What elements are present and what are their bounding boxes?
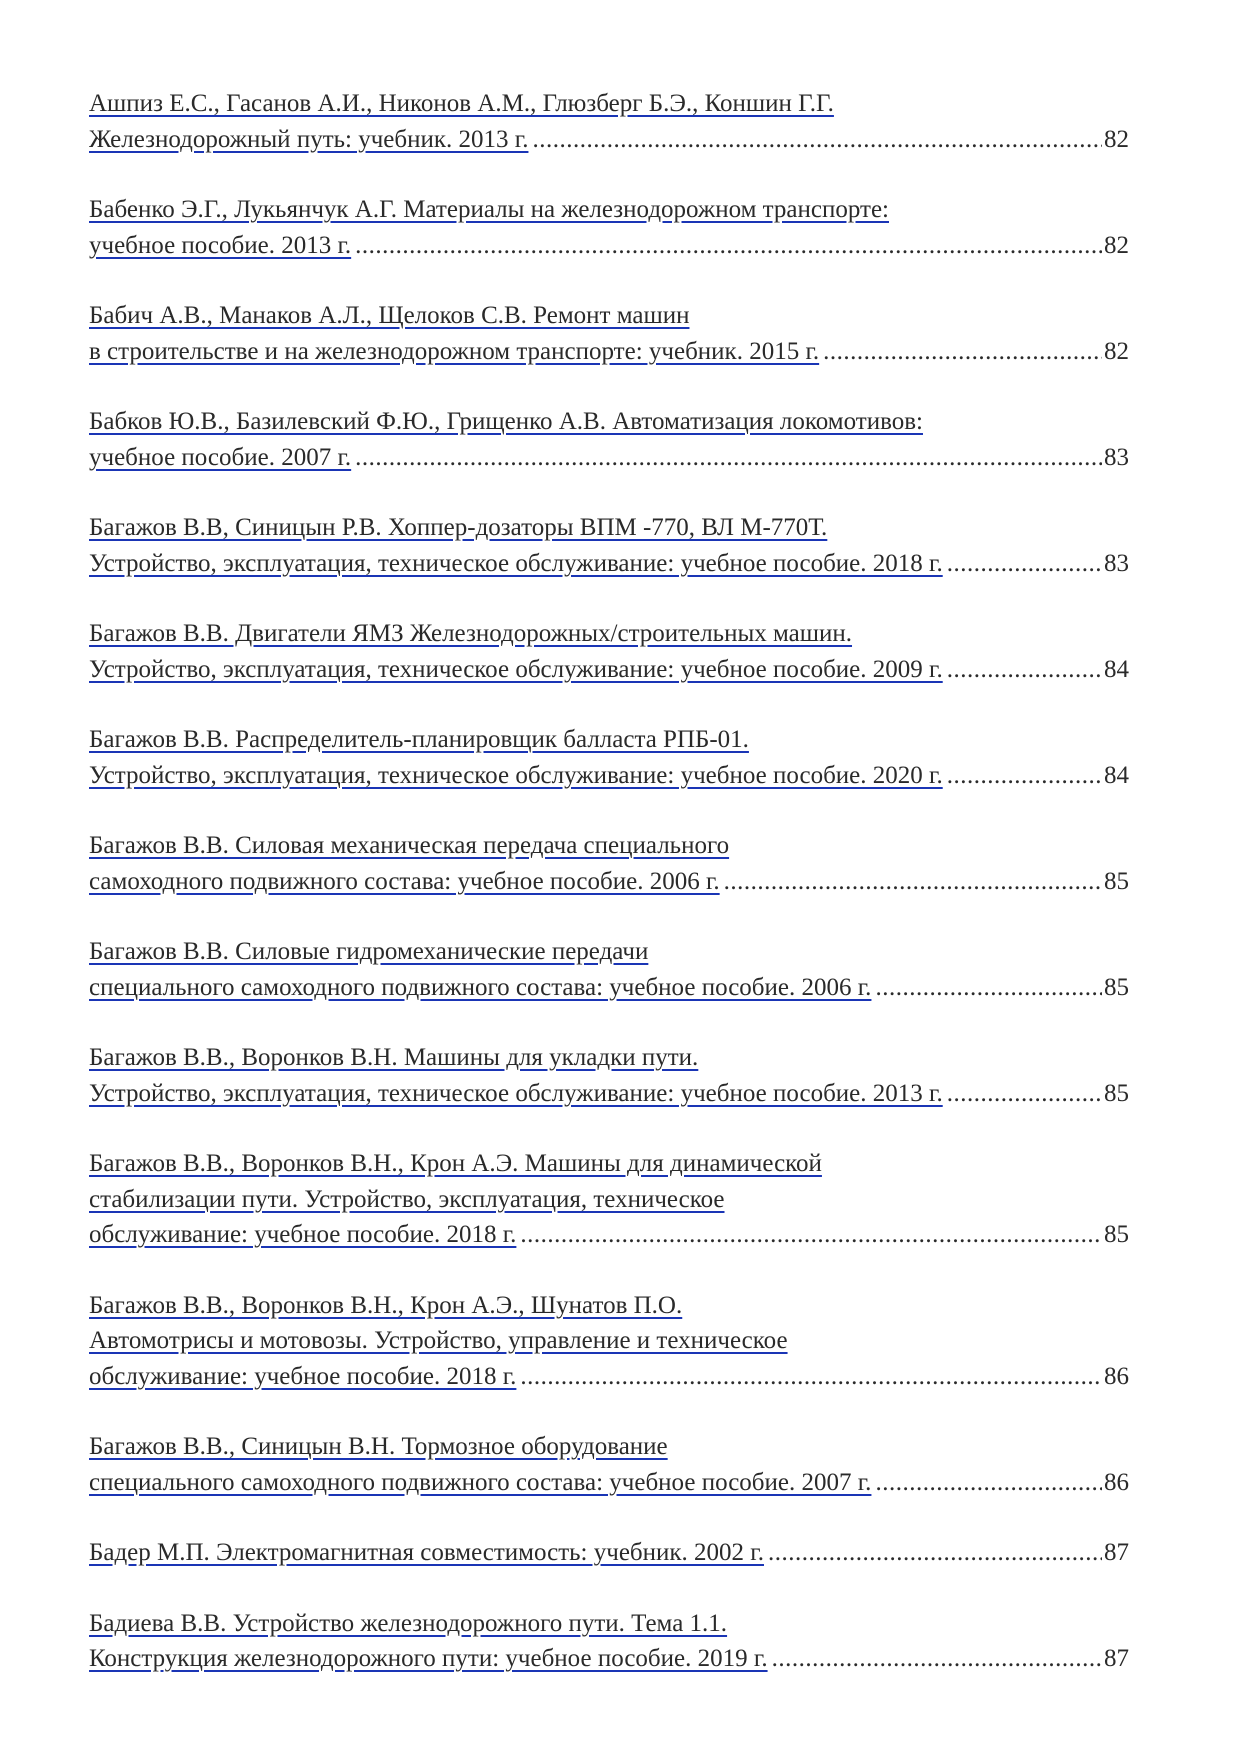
dot-leader bbox=[355, 228, 1102, 264]
toc-entry[interactable] bbox=[89, 616, 1129, 687]
toc-entry[interactable] bbox=[89, 86, 1129, 157]
dot-leader bbox=[875, 1465, 1102, 1501]
page-number[interactable]: 85 bbox=[1104, 1221, 1129, 1248]
toc-entry-line bbox=[89, 864, 1129, 900]
toc-entry-line bbox=[89, 1465, 1129, 1501]
toc-entry-link[interactable]: Конструкция железнодорожного пути: учебное пособие. 2019 г. bbox=[89, 1645, 768, 1672]
toc-entry-line bbox=[89, 122, 1129, 158]
page-number[interactable]: 85 bbox=[1104, 1079, 1129, 1107]
toc-entry-link[interactable]: Бабенко Э.Г., Лукьянчук А.Г. Материалы на железнодорожном транспорте: bbox=[89, 196, 889, 223]
page-number[interactable]: 82 bbox=[1104, 125, 1129, 153]
toc-entry-line bbox=[89, 1359, 1129, 1395]
toc-entry[interactable] bbox=[89, 1606, 1129, 1677]
toc-entry-line bbox=[89, 1429, 1129, 1465]
toc-entry[interactable] bbox=[89, 1535, 1129, 1571]
dot-leader bbox=[875, 970, 1102, 1006]
toc-entry[interactable] bbox=[89, 1429, 1129, 1500]
toc-entry-link[interactable]: Устройство, эксплуатация, техническое обслуживание: учебное пособие. 2009 г. bbox=[89, 655, 943, 683]
toc-entry-link[interactable]: Багажов В.В., Синицын В.Н. Тормозное оборудование bbox=[89, 1433, 668, 1460]
page-number[interactable]: 82 bbox=[1104, 231, 1129, 259]
toc-entry-line bbox=[89, 970, 1129, 1006]
toc-entry-line bbox=[89, 510, 1129, 546]
toc-entry-line bbox=[89, 1323, 1129, 1359]
toc-entry-line bbox=[89, 404, 1129, 440]
toc-entry-link[interactable]: Железнодорожный путь: учебник. 2013 г. bbox=[89, 125, 529, 153]
toc-entry-line bbox=[89, 652, 1129, 688]
toc-entry-line bbox=[89, 298, 1129, 334]
toc-entry-link[interactable]: Бадер М.П. Электромагнитная совместимость: учебник. 2002 г. bbox=[89, 1539, 764, 1566]
toc-entry-line bbox=[89, 228, 1129, 264]
toc-entry-link[interactable]: в строительстве и на железнодорожном транспорте: учебник. 2015 г. bbox=[89, 337, 820, 365]
page-number[interactable]: 83 bbox=[1104, 443, 1129, 471]
toc-entry-link[interactable]: учебное пособие. 2013 г. bbox=[89, 231, 352, 259]
dot-leader bbox=[520, 1359, 1102, 1395]
toc-entry-link[interactable]: самоходного подвижного состава: учебное пособие. 2006 г. bbox=[89, 867, 720, 895]
toc-entry-line bbox=[89, 1288, 1129, 1324]
toc-entry-line bbox=[89, 1182, 1129, 1218]
toc-entry-line bbox=[89, 1535, 1129, 1571]
page-number[interactable]: 82 bbox=[1104, 337, 1129, 365]
toc-entry-link[interactable]: обслуживание: учебное пособие. 2018 г. bbox=[89, 1221, 517, 1248]
toc-entry-line bbox=[89, 334, 1129, 370]
toc-entry-link[interactable]: Ашпиз Е.С., Гасанов А.И., Никонов А.М., Глюзберг Б.Э., Коншин Г.Г. bbox=[89, 90, 834, 117]
toc-entry-line bbox=[89, 1606, 1129, 1642]
toc-entry-line bbox=[89, 828, 1129, 864]
toc-entry-link[interactable]: обслуживание: учебное пособие. 2018 г. bbox=[89, 1362, 517, 1390]
toc-entry-link[interactable]: Устройство, эксплуатация, техническое обслуживание: учебное пособие. 2020 г. bbox=[89, 761, 943, 789]
toc-entry-link[interactable]: Багажов В.В., Воронков В.Н., Крон А.Э. Машины для динамической bbox=[89, 1150, 822, 1177]
toc-entry[interactable] bbox=[89, 722, 1129, 793]
toc-entry-link[interactable]: Устройство, эксплуатация, техническое обслуживание: учебное пособие. 2018 г. bbox=[89, 549, 943, 577]
toc-entry[interactable] bbox=[89, 510, 1129, 581]
page-number[interactable]: 83 bbox=[1104, 549, 1129, 577]
dot-leader bbox=[772, 1641, 1102, 1677]
toc-entry-line bbox=[89, 934, 1129, 970]
toc-entry-line bbox=[89, 1040, 1129, 1076]
page-number[interactable]: 84 bbox=[1104, 761, 1129, 789]
dot-leader bbox=[520, 1217, 1102, 1253]
page-number[interactable]: 86 bbox=[1104, 1468, 1129, 1496]
toc-entry-link[interactable]: стабилизации пути. Устройство, эксплуатация, техническое bbox=[89, 1185, 725, 1213]
toc-entry-link[interactable]: специального самоходного подвижного состава: учебное пособие. 2006 г. bbox=[89, 973, 872, 1001]
toc-entry-line bbox=[89, 546, 1129, 582]
toc-entry-link[interactable]: Багажов В.В., Воронков В.Н. Машины для укладки пути. bbox=[89, 1044, 699, 1071]
page-number[interactable]: 85 bbox=[1104, 867, 1129, 895]
toc-entry-line bbox=[89, 440, 1129, 476]
toc-entry-link[interactable]: Багажов В.В. Силовая механическая передача специального bbox=[89, 832, 730, 859]
dot-leader bbox=[532, 122, 1102, 158]
dot-leader bbox=[724, 864, 1102, 900]
toc-entry-link[interactable]: Автомотрисы и мотовозы. Устройство, управление и техническое bbox=[89, 1327, 788, 1354]
dot-leader bbox=[768, 1535, 1102, 1571]
page-number[interactable]: 87 bbox=[1104, 1645, 1129, 1672]
dot-leader bbox=[947, 546, 1102, 582]
toc-entry-link[interactable]: Багажов В.В. Распределитель-планировщик балласта РПБ-01. bbox=[89, 726, 749, 753]
toc-entry-link[interactable]: Бабич А.В., Манаков А.Л., Щелоков С.В. Ремонт машин bbox=[89, 302, 690, 329]
toc-entry[interactable] bbox=[89, 404, 1129, 475]
toc-entry-link[interactable]: учебное пособие. 2007 г. bbox=[89, 443, 352, 471]
toc-entry-line bbox=[89, 722, 1129, 758]
toc-entry-line bbox=[89, 1076, 1129, 1112]
toc-entry[interactable] bbox=[89, 934, 1129, 1005]
toc-entry-link[interactable]: Багажов В.В. Силовые гидромеханические передачи bbox=[89, 938, 649, 965]
page-number[interactable]: 85 bbox=[1104, 973, 1129, 1001]
toc-entry-link[interactable]: Багажов В.В. Двигатели ЯМЗ Железнодорожных/строительных машин. bbox=[89, 620, 853, 647]
toc-entry-line bbox=[89, 758, 1129, 794]
toc-entry-line bbox=[89, 192, 1129, 228]
toc-entry[interactable] bbox=[89, 1146, 1129, 1253]
dot-leader bbox=[823, 334, 1102, 370]
page-number[interactable]: 84 bbox=[1104, 655, 1129, 683]
toc-entry-link[interactable]: Багажов В.В, Синицын Р.В. Хоппер-дозаторы ВПМ -770, ВЛ М-770Т. bbox=[89, 514, 828, 541]
toc-entry[interactable] bbox=[89, 1040, 1129, 1111]
toc-entry-link[interactable]: Бабков Ю.В., Базилевский Ф.Ю., Грищенко А.В. Автоматизация локомотивов: bbox=[89, 408, 923, 435]
toc-entry[interactable] bbox=[89, 192, 1129, 263]
toc-entry-link[interactable]: специального самоходного подвижного состава: учебное пособие. 2007 г. bbox=[89, 1468, 872, 1496]
toc-entry-link[interactable]: Багажов В.В., Воронков В.Н., Крон А.Э., Шунатов П.О. bbox=[89, 1291, 683, 1319]
table-of-contents bbox=[89, 86, 1129, 1712]
dot-leader bbox=[947, 1076, 1102, 1112]
toc-entry[interactable] bbox=[89, 1288, 1129, 1395]
toc-entry-line bbox=[89, 1217, 1129, 1253]
dot-leader bbox=[947, 758, 1102, 794]
page-number[interactable]: 87 bbox=[1104, 1539, 1129, 1566]
toc-entry[interactable] bbox=[89, 828, 1129, 899]
dot-leader bbox=[355, 440, 1102, 476]
page-number[interactable]: 86 bbox=[1104, 1362, 1129, 1390]
toc-entry[interactable] bbox=[89, 298, 1129, 369]
toc-entry-line bbox=[89, 1146, 1129, 1182]
dot-leader bbox=[947, 652, 1102, 688]
toc-entry-link[interactable]: Бадиева В.В. Устройство железнодорожного пути. Тема 1.1. bbox=[89, 1609, 728, 1637]
toc-entry-line bbox=[89, 1641, 1129, 1677]
toc-entry-link[interactable]: Устройство, эксплуатация, техническое обслуживание: учебное пособие. 2013 г. bbox=[89, 1079, 943, 1107]
toc-entry-line bbox=[89, 86, 1129, 122]
toc-entry-line bbox=[89, 616, 1129, 652]
